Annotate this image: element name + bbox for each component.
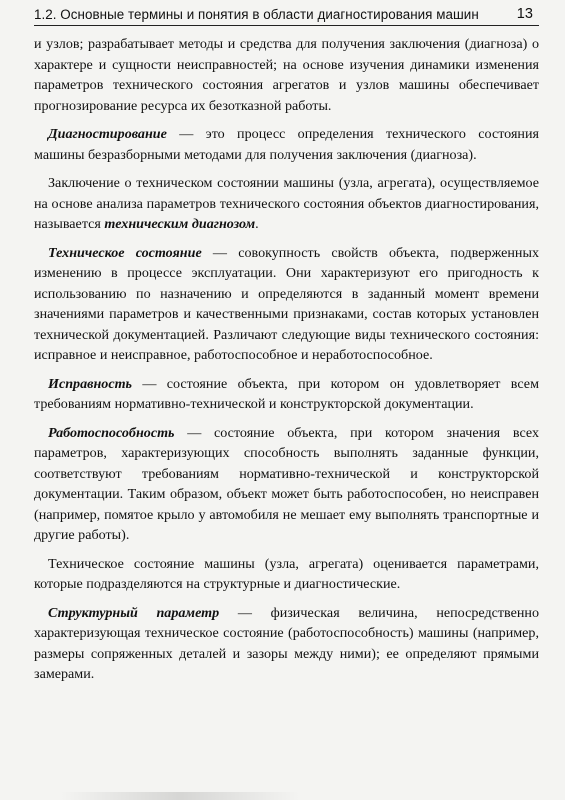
paragraph: [34, 34, 539, 116]
paragraph: [34, 173, 539, 235]
page-number: 13: [516, 6, 533, 22]
paragraph-text: Техническое состояние машины (узла, агрегата) оценивается параметрами, которые подразделяются на структурные и диагностические.: [34, 555, 539, 592]
term-technical-state: Техническое состояние: [48, 244, 202, 261]
paragraph-text: — физическая величина, непосредственно характеризующая техническое состояние (работоспособность) машины (например, размеры сопряженных деталей и зазоры между ними); ее определяют прямыми замерами.: [34, 604, 539, 682]
paragraph: [34, 603, 539, 685]
paragraph: [34, 374, 539, 415]
running-header: [34, 0, 539, 26]
paragraph-text: — совокупность свойств объекта, подверженных изменению в процессе эксплуатации. Они характеризуют его пригодность к использованию по назначению и определяются в заданный момент времени значениями параметров и качественными признаками, состав которых установлен технической документацией. Различают следующие виды технического состояния: исправное и неисправное, работоспособное и неработоспособное.: [34, 244, 539, 363]
term-structural-parameter: Структурный параметр: [48, 604, 220, 621]
paragraph-text: — состояние объекта, при котором значения всех параметров, характеризующих способность выполнять заданные функции, соответствуют требованиям нормативно-технической и конструкторской документации. Таким образом, объект может быть работоспособен, но неисправен (например, помятое крыло у автомобиля не мешает ему выполнять транспортные и другие работы).: [34, 424, 539, 543]
paragraph-text: Заключение о техническом состоянии машины (узла, агрегата), осуществляемое на основе анализа параметров технического состояния объектов диагностирования, называется: [34, 175, 539, 232]
paragraph: [34, 243, 539, 366]
paragraph: [34, 554, 539, 595]
body-text: [34, 34, 539, 685]
paragraph: [34, 423, 539, 546]
term-diagnostics: Диагностирование: [48, 126, 167, 142]
paragraph-text-end: .: [255, 216, 259, 232]
term-technical-diagnosis: техническим диагнозом: [104, 216, 256, 232]
term-operability: Работоспособность: [48, 424, 175, 441]
paragraph: [34, 124, 539, 165]
paragraph-text: — это процесс определения технического состояния машины безразборными методами для получения заключения (диагноза).: [34, 126, 539, 163]
term-serviceability: Исправность: [48, 375, 132, 392]
header-title: 1.2. Основные термины и понятия в области диагностирования машин: [34, 7, 479, 22]
scan-edge-shadow: [60, 792, 300, 800]
paragraph-text: — состояние объекта, при котором он удовлетворяет всем требованиям нормативно-технической и конструкторской документации.: [34, 375, 539, 412]
paragraph-text: и узлов; разрабатывает методы и средства для получения заключения (диагноза) о характере и сущности неисправностей; на основе изучения динамики изменения параметров технического состояния агрегатов и узлов машины обеспечивает прогнозирование ресурса их безотказной работы.: [34, 36, 539, 114]
